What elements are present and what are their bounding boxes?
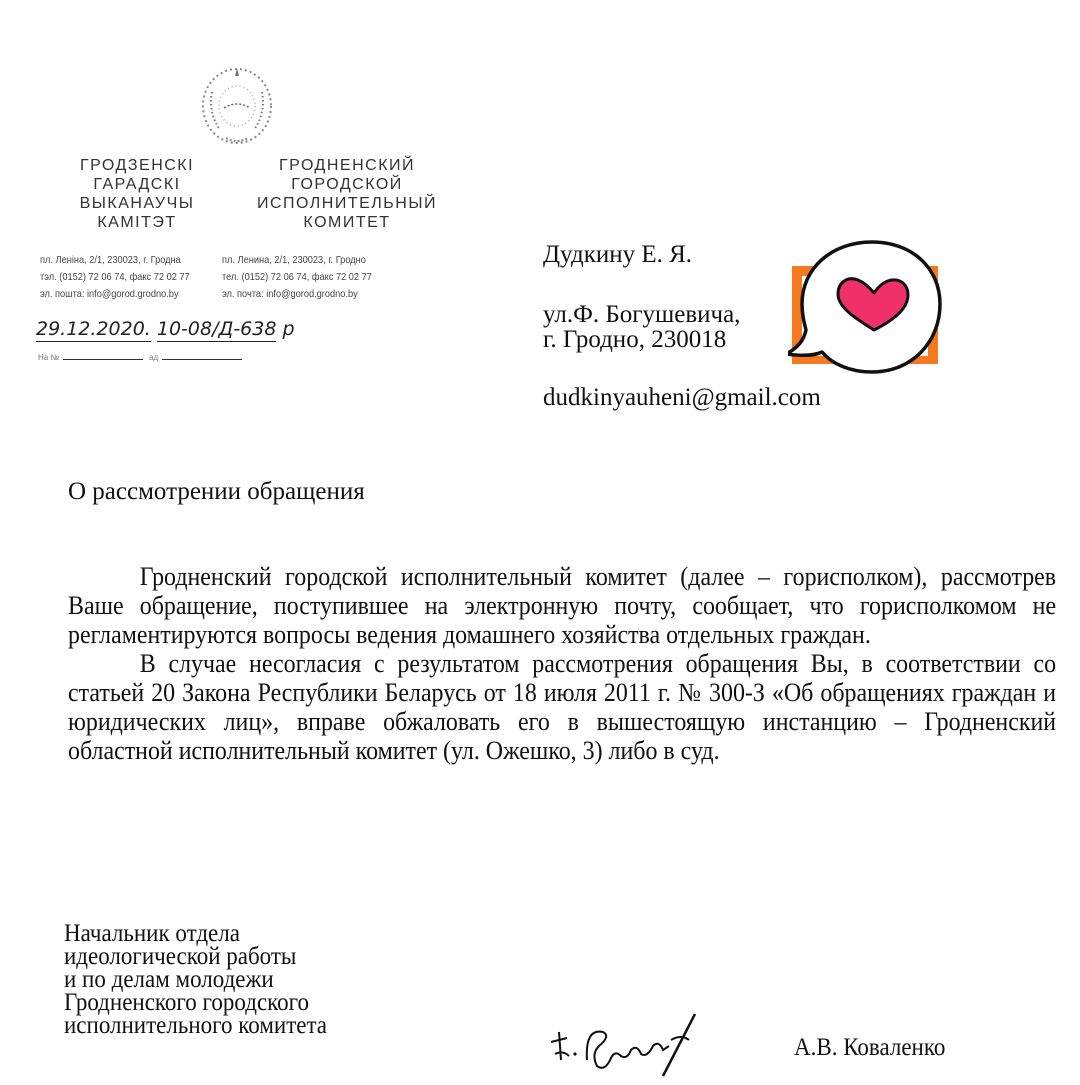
letterhead-phone: тэл. (0152) 72 06 74, факс 72 02 77 [40, 271, 190, 283]
letterhead-line: ГРОДНЕНСКИЙ [278, 157, 416, 174]
letter-body [68, 562, 1056, 765]
letterhead-email: эл. почта: info@gorod.grodno.by [222, 288, 358, 300]
signer-position-line: Начальник отдела [64, 920, 240, 947]
reference-date-blank [162, 359, 242, 360]
letterhead-address: пл. Ленина, 2/1, 230023, г. Гродно [222, 254, 366, 266]
letterhead-belarusian-name [62, 156, 212, 232]
letterhead-belarusian-contacts [40, 252, 190, 303]
letterhead-line: ГАРАДСКI [93, 176, 181, 193]
registration-number: 10-08/Д-638 [156, 318, 277, 340]
signer-position-line: идеологической работы [64, 943, 297, 970]
letterhead-russian-contacts [222, 252, 372, 303]
body-paragraph: В случае несогласия с результатом рассмотрения обращения Вы, в соответствии со статьей 20 Закона Республики Беларусь от 18 июля 2011 г. № 300-З «Об обращениях граждан и юридических лиц», вправе обжаловать его в вышестоящую инстанцию – Гродненский областной исполнительный комитет (ул. Ожешко, 3) либо в суд. [68, 649, 1057, 765]
reference-number-blank [63, 359, 143, 360]
letterhead-phone: тел. (0152) 72 06 74, факс 72 02 77 [222, 271, 372, 283]
reference-date-label: ад [149, 353, 159, 362]
addressee-name: Дудкину Е. Я. [543, 241, 693, 268]
registration-date: 29.12.2020. [36, 318, 151, 340]
letterhead-line: ГРОДЗЕНСКI [79, 157, 195, 174]
signer-position-line: Гродненского городского [64, 989, 310, 1016]
speech-bubble-heart-icon [788, 238, 948, 380]
signer-position [64, 922, 327, 1037]
letterhead-russian-name [222, 156, 472, 232]
letterhead-line: КОМИТЕТ [303, 214, 391, 231]
addressee-street: ул.Ф. Богушевича, [543, 301, 741, 328]
letter-subject: О рассмотрении обращения [68, 478, 365, 505]
letterhead-address: пл. Ленiна, 2/1, 230023, г. Гродна [40, 254, 181, 266]
addressee-city: г. Гродно, 230018 [543, 326, 727, 353]
letterhead-line: ГОРОДСКОЙ [291, 176, 403, 193]
letterhead-line: ИСПОЛНИТЕЛЬНЫЙ [256, 195, 438, 212]
signer-position-line: исполнительного комитета [64, 1012, 328, 1039]
handwritten-signature-icon [545, 1010, 725, 1080]
registration-initial: р [282, 318, 295, 340]
addressee-email: dudkinyauheni@gmail.com [543, 384, 821, 411]
signer-name: А.В. Коваленко [794, 1034, 946, 1061]
registration-line [36, 318, 295, 340]
signer-position-line: и по делам молодежи [64, 966, 274, 993]
body-paragraph: Гродненский городской исполнительный комитет (далее – горисполком), рассмотрев Ваше обращение, поступившее на электронную почту, сообщает, что горисполкомом не регламентируются вопросы ведения домашнего хозяйства отдельных граждан. [68, 562, 1057, 649]
reference-number-label: На № [38, 353, 60, 362]
letterhead-line: КАМIТЭТ [97, 214, 177, 231]
letterhead-email: эл. пошта: info@gorod.grodno.by [40, 288, 179, 300]
state-emblem-icon [198, 62, 276, 146]
letterhead-line: ВЫКАНАУЧЫ [79, 195, 195, 212]
reference-line [38, 353, 248, 362]
